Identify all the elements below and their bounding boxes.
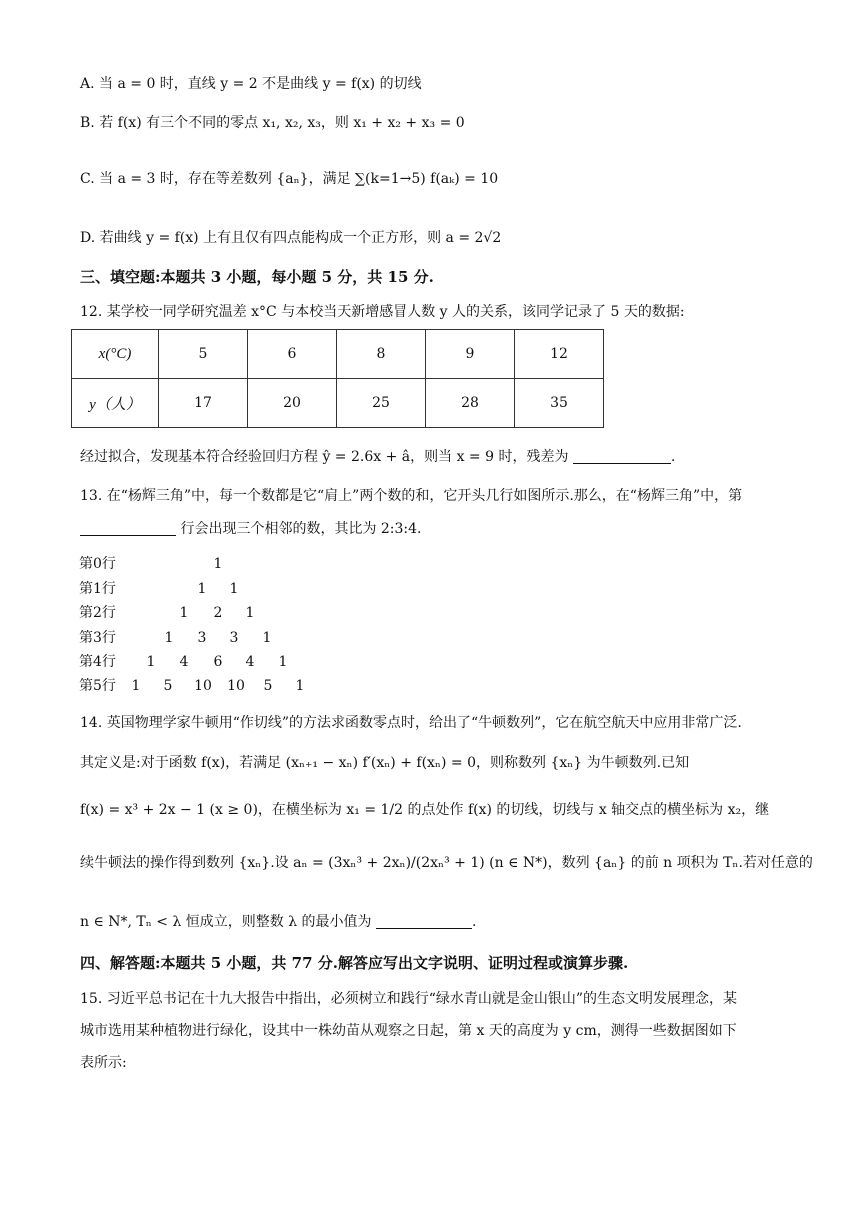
triangle-row [128,554,328,574]
option-a-text: 当 a = 0 时，直线 y = 2 不是曲线 y = f(x) 的切线 [99,76,422,92]
q12-regression-text: 经过拟合，发现基本符合经验回归方程 ŷ = 2.6x + â，则当 x = 9 时，残差为 [80,449,569,465]
option-d-text: 若曲线 y = f(x) 上有且仅有四点能构成一个正方形，则 a = 2√2 [99,230,502,246]
q13-stem: 13. 在“杨辉三角”中，每一个数都是它“肩上”两个数的和，它开头几行如图所示.那么，在“杨辉三角”中，第 [80,488,743,504]
triangle-number: 5 [163,678,173,694]
triangle-row-label: 第5行 [79,678,116,694]
q14-answer-blank [376,912,472,929]
option-b [80,112,828,134]
q14-line-1: 14. 英国物理学家牛顿用“作切线”的方法求函数零点时，给出了“牛顿数列”，它在航空航天中应用非常广泛. [80,715,742,731]
triangle-number: 1 [295,678,305,694]
section-4-heading: 四、解答题:本题共 5 小题，共 77 分.解答应写出文字说明、证明过程或演算步骤. [80,954,629,972]
table-header-x: x(°C) [72,330,159,379]
triangle-number: 1 [164,630,174,646]
table-row [72,330,604,379]
triangle-row-label: 第0行 [79,556,116,572]
table-cell: 25 [337,379,426,428]
triangle-number: 1 [131,678,141,694]
triangle-number: 4 [179,654,189,670]
triangle-row [128,676,328,696]
triangle-number: 1 [179,605,189,621]
table-cell: 8 [337,330,426,379]
triangle-row [128,628,328,648]
option-c-label: C. [80,171,95,187]
triangle-row-label: 第3行 [79,630,116,646]
triangle-row [128,579,328,599]
triangle-number: 6 [213,654,223,670]
triangle-number: 1 [213,556,223,572]
triangle-number: 1 [262,630,272,646]
table-cell: 28 [426,379,515,428]
triangle-number: 1 [245,605,255,621]
triangle-number: 5 [263,678,273,694]
triangle-number: 2 [213,605,223,621]
triangle-number: 1 [146,654,156,670]
option-b-text: 若 f(x) 有三个不同的零点 x₁, x₂, x₃，则 x₁ + x₂ + x₃ = 0 [99,115,465,131]
option-d-label: D. [80,230,96,246]
q14-line-2: 其定义是:对于函数 f(x)，若满足 (xₙ₊₁ − xₙ) f′(xₙ) + f(xₙ) = 0，则称数列 {xₙ} 为牛顿数列.已知 [80,755,690,771]
q12-answer-blank [573,447,671,464]
triangle-row-label: 第2行 [79,605,116,621]
q12-data-table [71,329,604,428]
triangle-number: 10 [227,678,245,694]
q13-stem-2 [80,518,828,540]
table-header-y: y（人） [72,379,159,428]
q12-regression-line [80,446,828,468]
q14-line-5 [80,911,828,933]
q15-line-2: 城市选用某种植物进行绿化，设其中一株幼苗从观察之日起，第 x 天的高度为 y cm，测得一些数据图如下 [80,1023,737,1039]
table-cell: 9 [426,330,515,379]
q15-line-3: 表所示: [80,1055,127,1071]
section-3-heading: 三、填空题:本题共 3 小题，每小题 5 分，共 15 分. [80,268,434,286]
q13-answer-blank [80,519,176,536]
table-cell: 5 [159,330,248,379]
q14-line-5-text: n ∈ N*, Tₙ < λ 恒成立，则整数 λ 的最小值为 [80,914,372,930]
q14-line-4: 续牛顿法的操作得到数列 {xₙ}.设 aₙ = (3xₙ³ + 2xₙ)/(2xₙ³ + 1) (n ∈ N*)，数列 {aₙ} 的前 n 项积为 Tₙ.若对任意的 [80,855,813,871]
triangle-row-label: 第4行 [79,654,116,670]
triangle-number: 4 [245,654,255,670]
triangle-row-label: 第1行 [79,581,116,597]
option-d [80,227,828,249]
table-row [72,379,604,428]
triangle-row [128,652,328,672]
q13-stem-2-text: 行会出现三个相邻的数，其比为 2:3:4. [180,521,422,537]
option-a-label: A. [80,76,95,92]
q12-end-period: . [670,449,676,465]
q14-end-period: . [472,914,477,930]
q14-line-3: f(x) = x³ + 2x − 1 (x ≥ 0)，在横坐标为 x₁ = 1/2 的点处作 f(x) 的切线，切线与 x 轴交点的横坐标为 x₂，继 [80,802,770,818]
option-c [80,168,828,190]
triangle-number: 1 [278,654,288,670]
q12-stem: 12. 某学校一同学研究温差 x°C 与本校当天新增感冒人数 y 人的关系，该同学记录了 5 天的数据: [80,304,685,320]
triangle-number: 1 [229,581,239,597]
table-cell: 12 [515,330,604,379]
option-b-label: B. [80,115,95,131]
triangle-number: 3 [197,630,207,646]
triangle-row [128,603,328,623]
q15-line-1: 15. 习近平总书记在十九大报告中指出，必须树立和践行“绿水青山就是金山银山”的生态文明发展理念，某 [80,991,738,1007]
option-c-text: 当 a = 3 时，存在等差数列 {aₙ}，满足 ∑(k=1→5) f(aₖ) = 10 [99,171,499,187]
table-cell: 6 [248,330,337,379]
table-cell: 17 [159,379,248,428]
table-cell: 20 [248,379,337,428]
triangle-number: 10 [194,678,212,694]
triangle-number: 3 [229,630,239,646]
triangle-number: 1 [197,581,207,597]
option-a [80,73,828,95]
table-cell: 35 [515,379,604,428]
